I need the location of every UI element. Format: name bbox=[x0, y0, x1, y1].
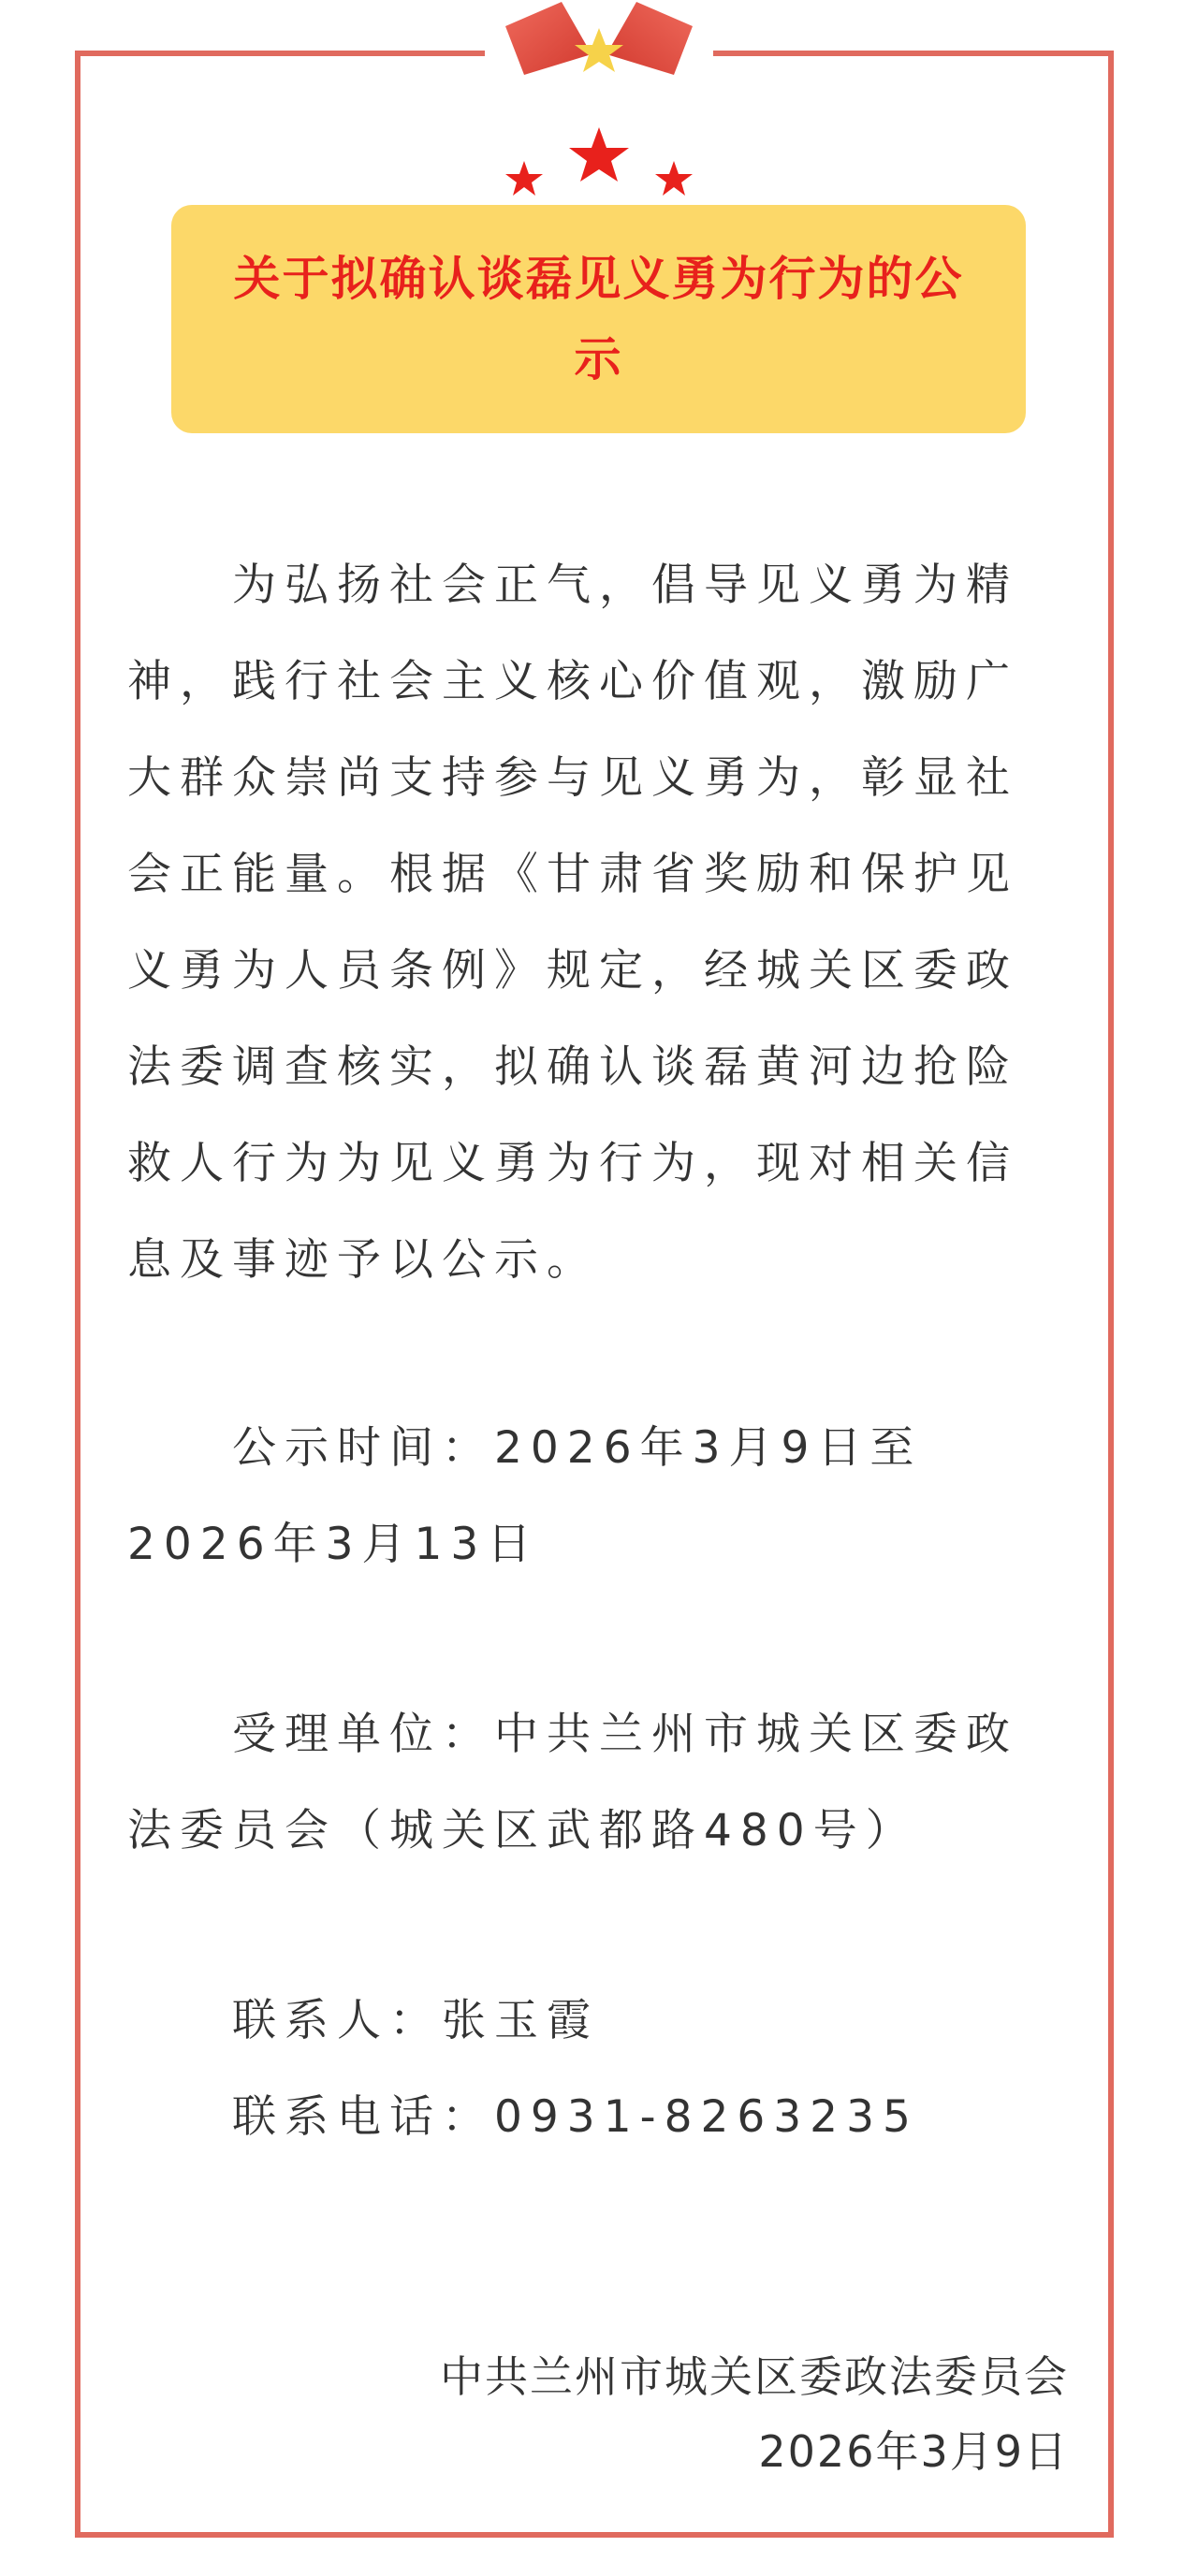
handling-unit: 受理单位：中共兰州市城关区委政法委员会（城关区武都路480号） bbox=[127, 1709, 1018, 1856]
page-title: 关于拟确认谈磊见义勇为行为的公示 bbox=[233, 252, 964, 386]
contact-phone: 联系电话：0931-8263235 bbox=[232, 2091, 919, 2143]
contact-person: 联系人：张玉霞 bbox=[232, 1995, 599, 2046]
stars-decoration bbox=[0, 122, 1198, 206]
star-icon bbox=[655, 161, 693, 196]
star-icon bbox=[569, 127, 629, 182]
signature-date: 2026年3月9日 bbox=[758, 2426, 1069, 2477]
notice-period: 公示时间：2026年3月9日至2026年3月13日 bbox=[127, 1422, 923, 1570]
star-icon bbox=[505, 161, 543, 196]
title-banner bbox=[171, 205, 1026, 433]
signature-org: 中共兰州市城关区委政法委员会 bbox=[440, 2351, 1069, 2402]
intro-paragraph: 为弘扬社会正气，倡导见义勇为精神，践行社会主义核心价值观，激励广大群众崇尚支持参与见义勇为，彰显社会正能量。根据《甘肃省奖励和保护见义勇为人员条例》规定，经城关区委政法委调查核实，拟确认谈磊黄河边抢险救人行为为见义勇为行为，现对相关信息及事迹予以公示。 bbox=[127, 560, 1018, 1286]
